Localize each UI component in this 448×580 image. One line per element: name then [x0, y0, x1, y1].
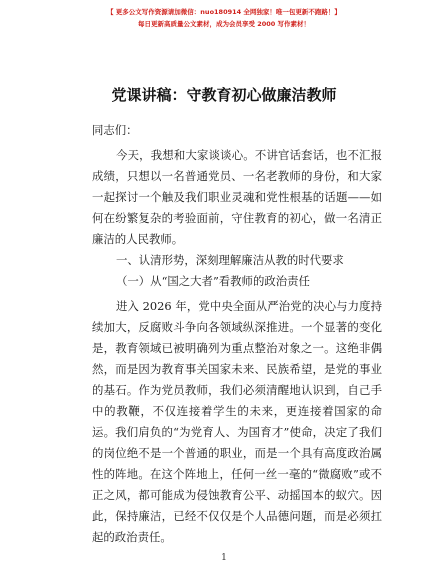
salutation: 同志们： [92, 123, 138, 137]
promo-banner-line-1[interactable]: 【 更多公文写作资源请加微信：nuo180914 全网独家！唯一包更新不跑路！】 [107, 8, 341, 16]
subsection-heading: （一）从“国之大者”看教师的政治责任 [116, 274, 310, 288]
document-title: 党课讲稿：守教育初心做廉洁教师 [111, 86, 337, 104]
section-heading: 一、认清形势，深刻理解廉洁从教的时代要求 [116, 253, 344, 267]
intro-paragraph: 今天，我想和大家谈谈心。不讲官话套话，也不汇报成绩，只想以一名普通党员、一名老教师的身份，和大家一起探讨一个触及我们职业灵魂和党性根基的话题——如何在纷繁复杂的考验面前，守住教育的初心，做一名清正廉洁的人民教师。 [92, 148, 382, 246]
promo-banner-line-2[interactable]: 每日更新高质量公文素材，成为会员享受 2000 写作素材！ [137, 20, 311, 28]
body-paragraph: 进入 2026 年，党中央全面从严治党的决心与力度持续加大，反腐败斗争向各领域纵深推进。一个显著的变化是，教育领域已被明确列为重点整治对象之一。这绝非偶然，而是因为教育事关国家未来、民族希望，是党的事业的基石。作为党员教师，我们必须清醒地认识到，自己手中的教鞭，不仅连接着学生的未来，更连接着国家的命运。我们肩负的“为党育人、为国育才”使命，决定了我们的岗位绝不是一个普通的职业，而是一个具有高度政治属性的阵地。在这个阵地上，任何一丝一毫的“微腐败”或不正之风，都可能成为侵蚀教育公平、动摇国本的蚁穴。因此，保持廉洁，已经不仅仅是个人品德问题，而是必须扛起的政治责任。 [92, 299, 382, 544]
page-number: 1 [221, 553, 227, 563]
